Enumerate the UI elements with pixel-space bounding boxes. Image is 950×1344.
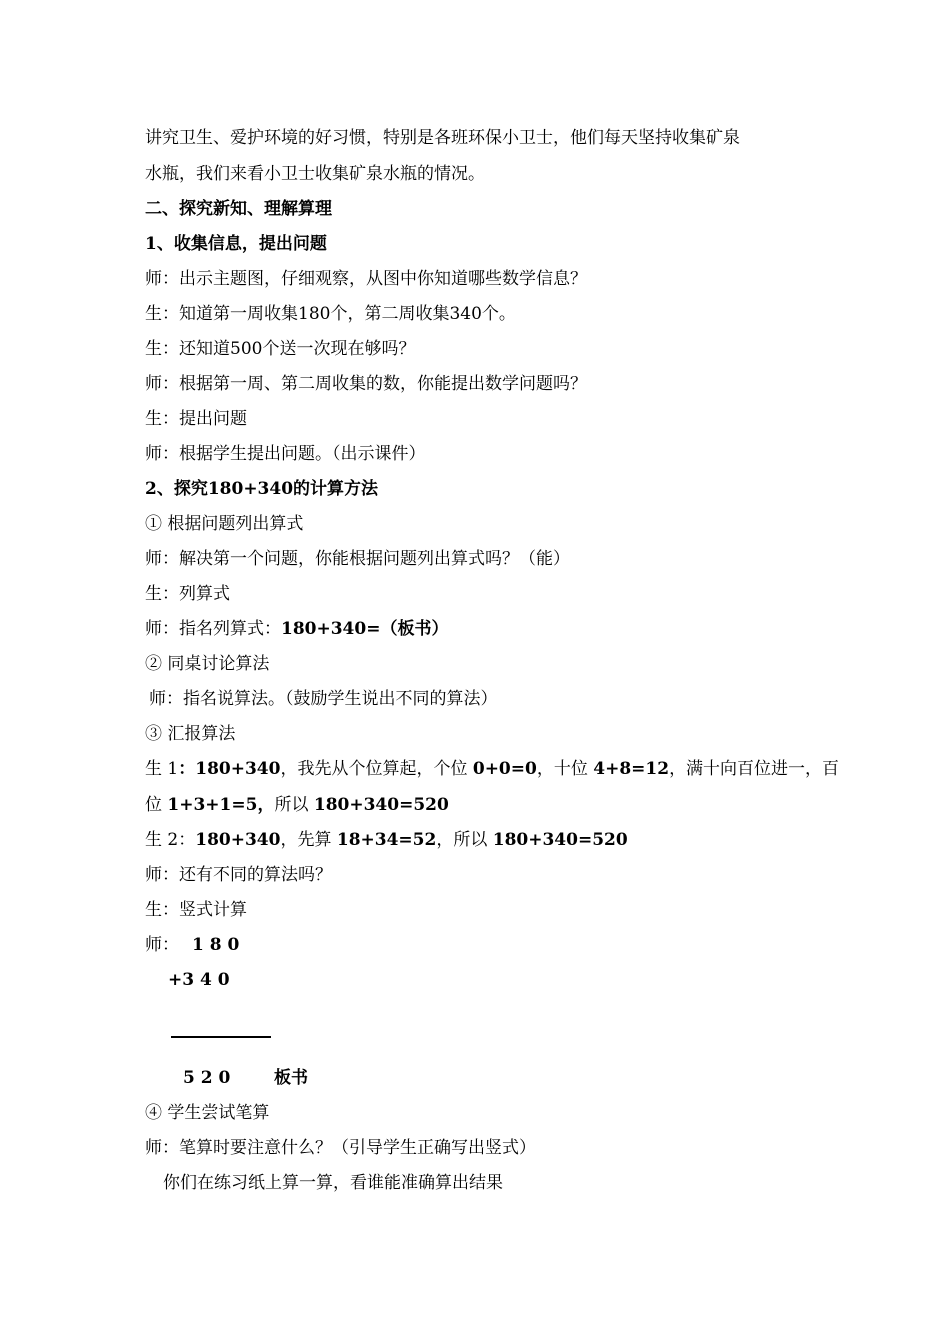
speaker-label: 生 1: [145, 759, 179, 779]
formula-text: ：180+340: [178, 759, 281, 779]
board-note: 板书: [274, 1068, 308, 1088]
dialogue-line: 师：根据学生提出问题。（出示课件）: [145, 444, 426, 464]
dialogue-line: 生：列算式: [145, 584, 230, 604]
formula-text: 18+34=52: [336, 830, 437, 850]
formula-text: 4+8=12: [593, 759, 670, 779]
formula-text: 180+340=520: [313, 795, 449, 815]
section-2-heading: 二、探究新知、理解算理: [145, 199, 332, 219]
formula-text: 180+340=（板书）: [281, 619, 449, 639]
dialogue-line: 生：知道第一周收集180个，第二周收集340个。: [145, 304, 516, 324]
step-2-label: ② 同桌讨论算法: [145, 654, 270, 674]
subsection-2-heading: 2、探究180+340的计算方法: [145, 479, 379, 499]
dialogue-line: 师：出示主题图，仔细观察，从图中你知道哪些数学信息？: [145, 269, 587, 289]
dialogue-text: 位: [145, 795, 168, 815]
dialogue-text: 师：指名列算式：: [145, 619, 281, 639]
subsection-1-heading: 1、收集信息，提出问题: [145, 234, 327, 254]
vertical-calc-addend: +3 4 0: [168, 970, 230, 990]
dialogue-line: 生：提出问题: [145, 409, 247, 429]
dialogue-line: 师：指名说算法。（鼓励学生说出不同的算法）: [149, 689, 498, 709]
dialogue-line: 生：还知道500个送一次现在够吗？: [145, 339, 416, 359]
formula-text: 180+340: [195, 830, 281, 850]
student-1-answer-line-1: [145, 758, 839, 780]
dialogue-line: 你们在练习纸上算一算，看谁能准确算出结果: [163, 1173, 503, 1193]
dialogue-line: 师：笔算时要注意什么？（引导学生正确写出竖式）: [145, 1138, 536, 1158]
step-4-label: ④ 学生尝试笔算: [145, 1103, 270, 1123]
dialogue-text: ，十位: [536, 759, 594, 779]
dialogue-text: ，我先从个位算起，个位: [280, 759, 473, 779]
speaker-label: 生 2：: [145, 830, 196, 850]
vertical-calc-rule: [171, 1036, 271, 1038]
vertical-calc-result: 5 2 0: [183, 1068, 231, 1088]
dialogue-line: 师：根据第一周、第二周收集的数，你能提出数学问题吗？: [145, 374, 587, 394]
step-3-label: ③ 汇报算法: [145, 724, 236, 744]
formula-text: 0+0=0: [472, 759, 537, 779]
formula-text: 1+3+1=5，: [167, 795, 275, 815]
dialogue-text: ，先算: [280, 830, 337, 850]
vertical-calc-top: 1 8 0: [192, 935, 240, 955]
intro-line-1: 讲究卫生、爱护环境的好习惯，特别是各班环保小卫士，他们每天坚持收集矿泉: [145, 128, 740, 148]
formula-text: 180+340=520: [492, 830, 628, 850]
student-2-answer: [145, 829, 628, 851]
dialogue-text: ，所以: [436, 830, 493, 850]
step-1-label: ① 根据问题列出算式: [145, 514, 304, 534]
intro-line-2: 水瓶，我们来看小卫士收集矿泉水瓶的情况。: [145, 164, 485, 184]
dialogue-text: ，满十向百位进一，百: [669, 759, 840, 779]
dialogue-line: 师：解决第一个问题，你能根据问题列出算式吗？（能）: [145, 549, 570, 569]
dialogue-line-formula: [145, 618, 448, 640]
vertical-calc-prefix: 师：: [145, 935, 179, 955]
dialogue-text: 所以: [274, 795, 314, 815]
dialogue-line: 生：竖式计算: [145, 900, 247, 920]
dialogue-line: 师：还有不同的算法吗？: [145, 865, 332, 885]
student-1-answer-line-2: [145, 794, 449, 816]
